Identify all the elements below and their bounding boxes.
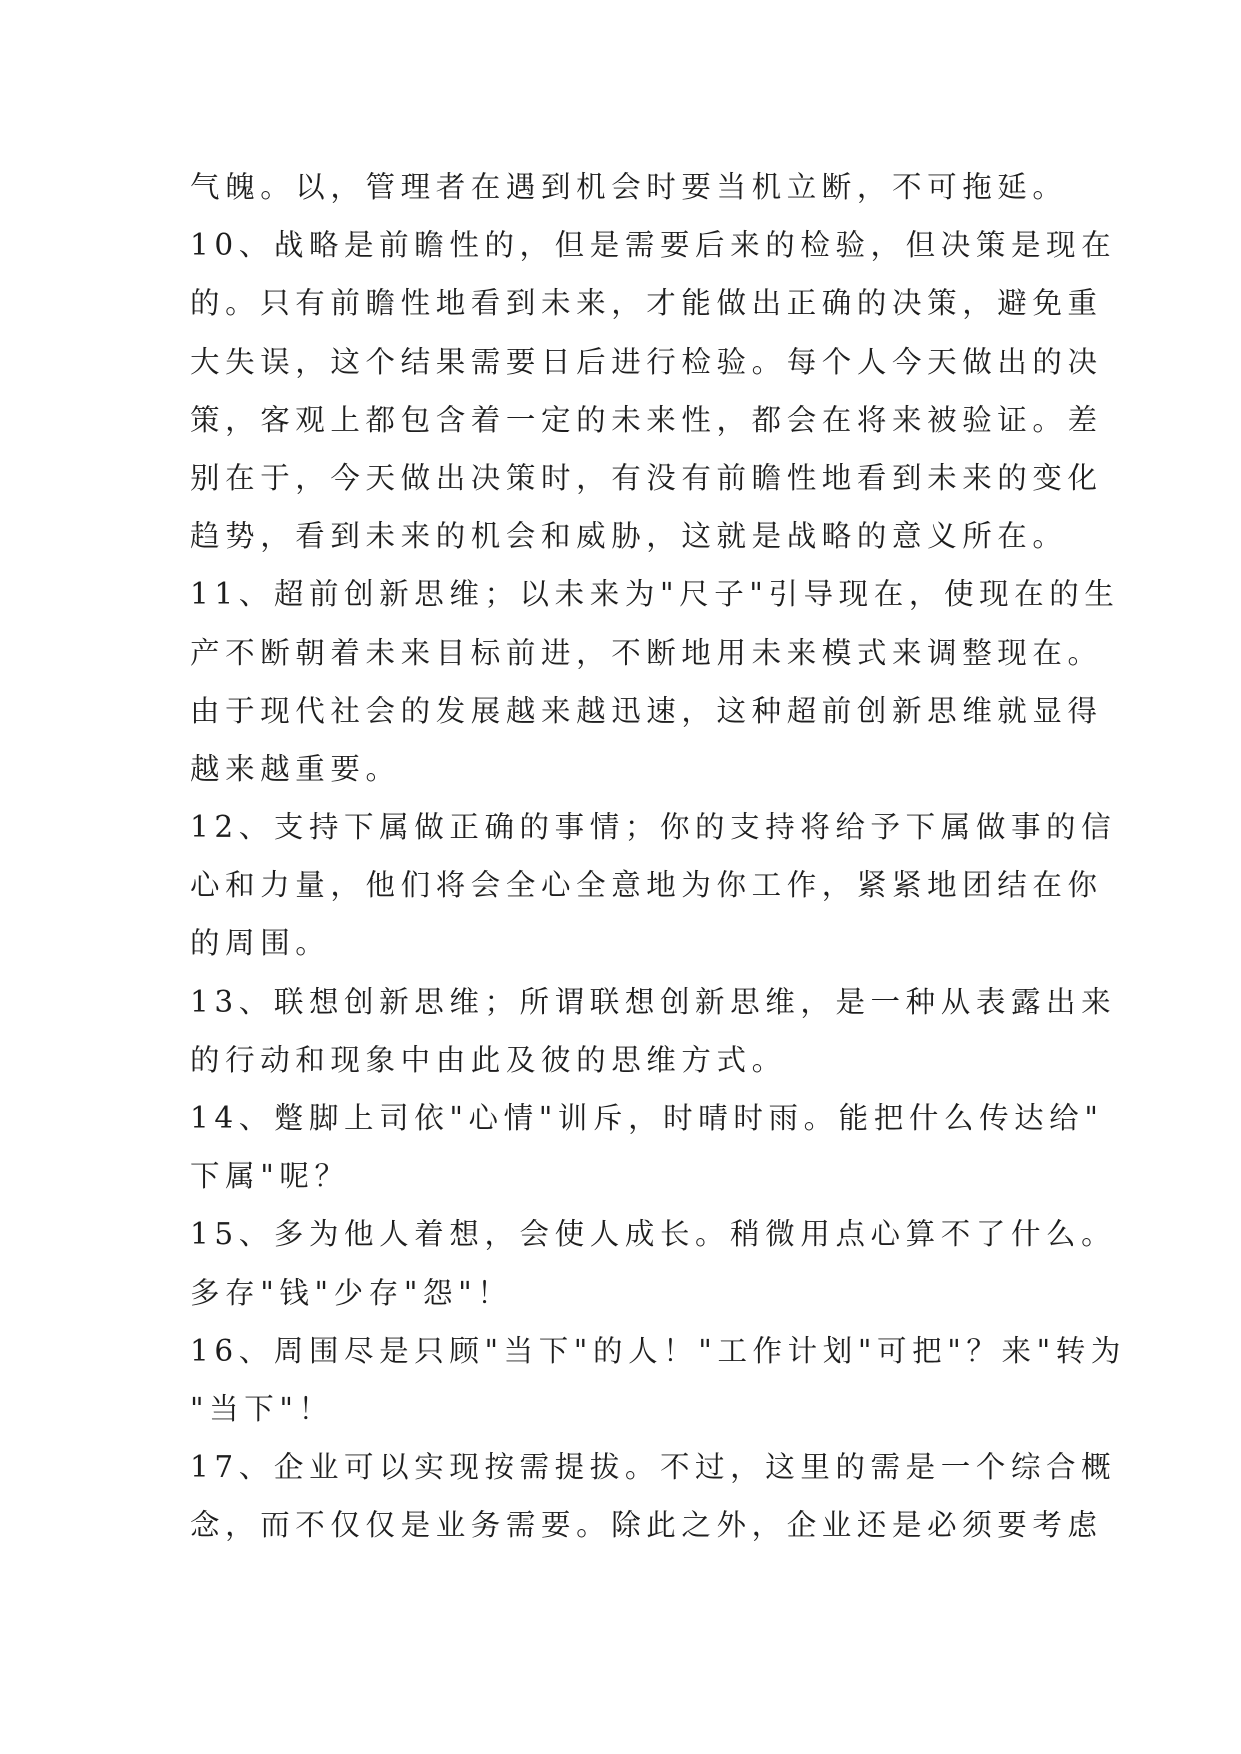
text-line: 多存"钱"少存"怨"！	[190, 1275, 513, 1310]
text-line: 的。只有前瞻性地看到未来，才能做出正确的决策，避免重	[190, 286, 1103, 321]
text-line: 大失误，这个结果需要日后进行检验。每个人今天做出的决	[190, 344, 1103, 379]
text-line: 别在于，今天做出决策时，有没有前瞻性地看到未来的变化	[190, 460, 1103, 495]
text-line: 策，客观上都包含着一定的未来性，都会在将来被验证。差	[190, 402, 1103, 437]
text-line: 11、超前创新思维；以未来为"尺子"引导现在，使现在的生	[190, 577, 1120, 612]
text-line: 念，而不仅仅是业务需要。除此之外，企业还是必须要考虑	[190, 1508, 1103, 1543]
text-line: 越来越重要。	[190, 751, 401, 786]
text-line: 的周围。	[190, 926, 331, 961]
text-line: 由于现代社会的发展越来越迅速，这种超前创新思维就显得	[190, 693, 1103, 728]
text-line: 的行动和现象中由此及彼的思维方式。	[190, 1042, 787, 1077]
text-line: "当下"！	[190, 1391, 334, 1426]
text-line: 趋势，看到未来的机会和威胁，这就是战略的意义所在。	[190, 519, 1068, 554]
text-line: 心和力量，他们将会全心全意地为你工作，紧紧地团结在你	[190, 868, 1103, 903]
text-line: 16、周围尽是只顾"当下"的人！"工作计划"可把"？来"转为	[190, 1333, 1126, 1368]
body-text	[190, 158, 1126, 1555]
text-line: 13、联想创新思维；所谓联想创新思维，是一种从表露出来	[190, 984, 1117, 1019]
text-line: 10、战略是前瞻性的，但是需要后来的检验，但决策是现在	[190, 228, 1117, 263]
text-line: 17、企业可以实现按需提拔。不过，这里的需是一个综合概	[190, 1450, 1117, 1485]
text-line: 12、支持下属做正确的事情；你的支持将给予下属做事的信	[190, 810, 1117, 845]
text-line: 14、蹩脚上司依"心情"训斥，时晴时雨。能把什么传达给"	[190, 1101, 1104, 1135]
text-line: 产不断朝着未来目标前进，不断地用未来模式来调整现在。	[190, 635, 1103, 670]
text-line: 下属"呢？	[190, 1159, 350, 1194]
text-line: 15、多为他人着想，会使人成长。稍微用点心算不了什么。	[190, 1217, 1117, 1252]
text-line: 气魄。以，管理者在遇到机会时要当机立断，不可拖延。	[190, 170, 1068, 204]
